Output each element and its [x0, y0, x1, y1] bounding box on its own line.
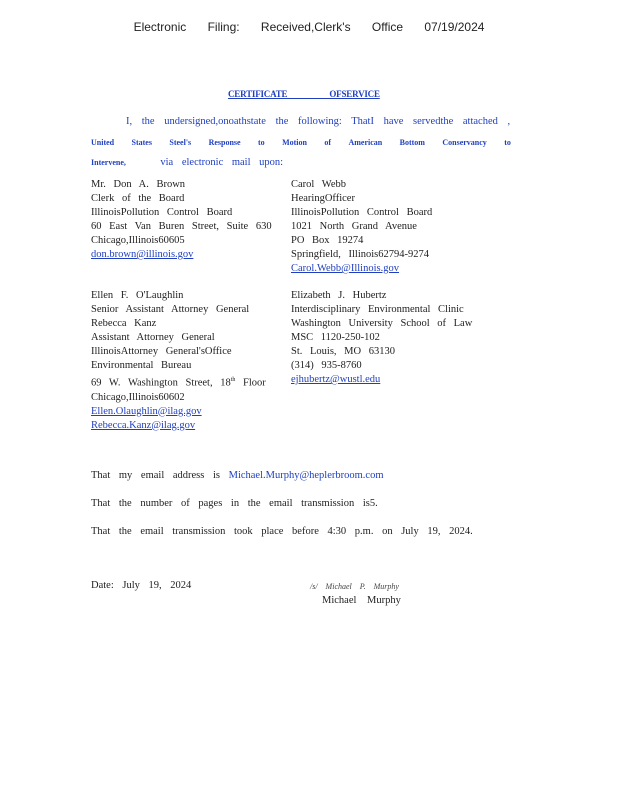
address-line: IllinoisPollution Control Board [291, 207, 433, 218]
recipient-olaughlin-kanz [91, 289, 266, 433]
intro-line-1: I, the undersigned,onoathstate the following: ThatI have servedthe attached , [126, 116, 511, 127]
address-line: Rebecca Kanz [91, 318, 157, 329]
email-link-webb[interactable]: Carol.Webb@Illinois.gov [291, 263, 399, 274]
filing-stamp-header: Electronic Filing: Received,Clerk's Office 07/19/2024 [133, 20, 485, 34]
intro-word: Bottom [399, 138, 425, 147]
signature-date: Date: July 19, 2024 [91, 580, 192, 591]
intro-word: American [348, 138, 383, 147]
address-line: Assistant Attorney General [91, 332, 215, 343]
address-line: Springfield, Illinois62794-9274 [291, 249, 429, 260]
intro-word: Steel's [169, 138, 192, 147]
signer-name: Michael Murphy [322, 595, 401, 606]
sender-email[interactable]: Michael.Murphy@heplerbroom.com [228, 470, 384, 481]
intro-word: to [258, 138, 265, 147]
recipient-webb [291, 178, 432, 276]
intro-rest: via electronic mail upon: [160, 157, 284, 168]
intro-word: Motion [282, 138, 307, 147]
intro-word: to [504, 138, 511, 147]
address-line: Mr. Don A. Brown [91, 179, 186, 190]
certificate-title: CERTIFICATE OFSERVICE [228, 89, 380, 99]
email-link-hubertz[interactable]: ejhubertz@wustl.edu [291, 374, 381, 385]
address-line: 1021 North Grand Avenue [291, 221, 417, 232]
recipient-hubertz [291, 289, 472, 387]
address-line: Senior Assistant Attorney General [91, 304, 250, 315]
intro-line-2 [91, 138, 511, 147]
email-link-olaughlin[interactable]: Ellen.Olaughlin@ilag.gov [91, 405, 202, 417]
address-line: Interdisciplinary Environmental Clinic [291, 304, 464, 315]
address-line: Clerk of the Board [91, 193, 185, 204]
address-line: Elizabeth J. Hubertz [291, 290, 387, 301]
email-statement: That my email address is Michael.Murphy@heplerbroom.com [91, 470, 384, 481]
address-line: St. Louis, MO 63130 [291, 346, 395, 357]
address-line: IllinoisAttorney General'sOffice [91, 346, 232, 357]
address-line: Carol Webb [291, 179, 346, 190]
address-line: IllinoisPollution Control Board [91, 207, 233, 218]
address-line: Environmental Bureau [91, 360, 192, 371]
time-statement: That the email transmission took place before 4:30 p.m. on July 19, 2024. [91, 526, 473, 537]
address-line: Chicago,Illinois60605 [91, 235, 185, 246]
intro-word: Conservancy [442, 138, 487, 147]
intro-line-3 [91, 157, 283, 168]
address-line-street: 69 W. Washington Street, 18th Floor [91, 377, 266, 389]
intro-word: Response [208, 138, 241, 147]
intro-word: States [131, 138, 152, 147]
address-line: HearingOfficer [291, 193, 355, 204]
address-line: (314) 935-8760 [291, 360, 362, 371]
intro-word: United [91, 138, 115, 147]
intro-bold-word: Intervene, [91, 158, 126, 167]
electronic-signature: /s/ Michael P. Murphy [310, 582, 399, 591]
address-line: Washington University School of Law [291, 318, 473, 329]
address-line: MSC 1120-250-102 [291, 332, 380, 343]
address-line: PO Box 19274 [291, 235, 364, 246]
email-link-brown[interactable]: don.brown@illinois.gov [91, 249, 194, 260]
address-line: Chicago,Illinois60602 [91, 391, 185, 403]
address-line: Ellen F. O'Laughlin [91, 290, 184, 301]
intro-word: of [324, 138, 332, 147]
pages-statement: That the number of pages in the email transmission is5. [91, 498, 378, 509]
recipient-brown [91, 178, 272, 262]
address-line: 60 East Van Buren Street, Suite 630 [91, 221, 272, 232]
email-link-kanz[interactable]: Rebecca.Kanz@ilag.gov [91, 419, 196, 431]
